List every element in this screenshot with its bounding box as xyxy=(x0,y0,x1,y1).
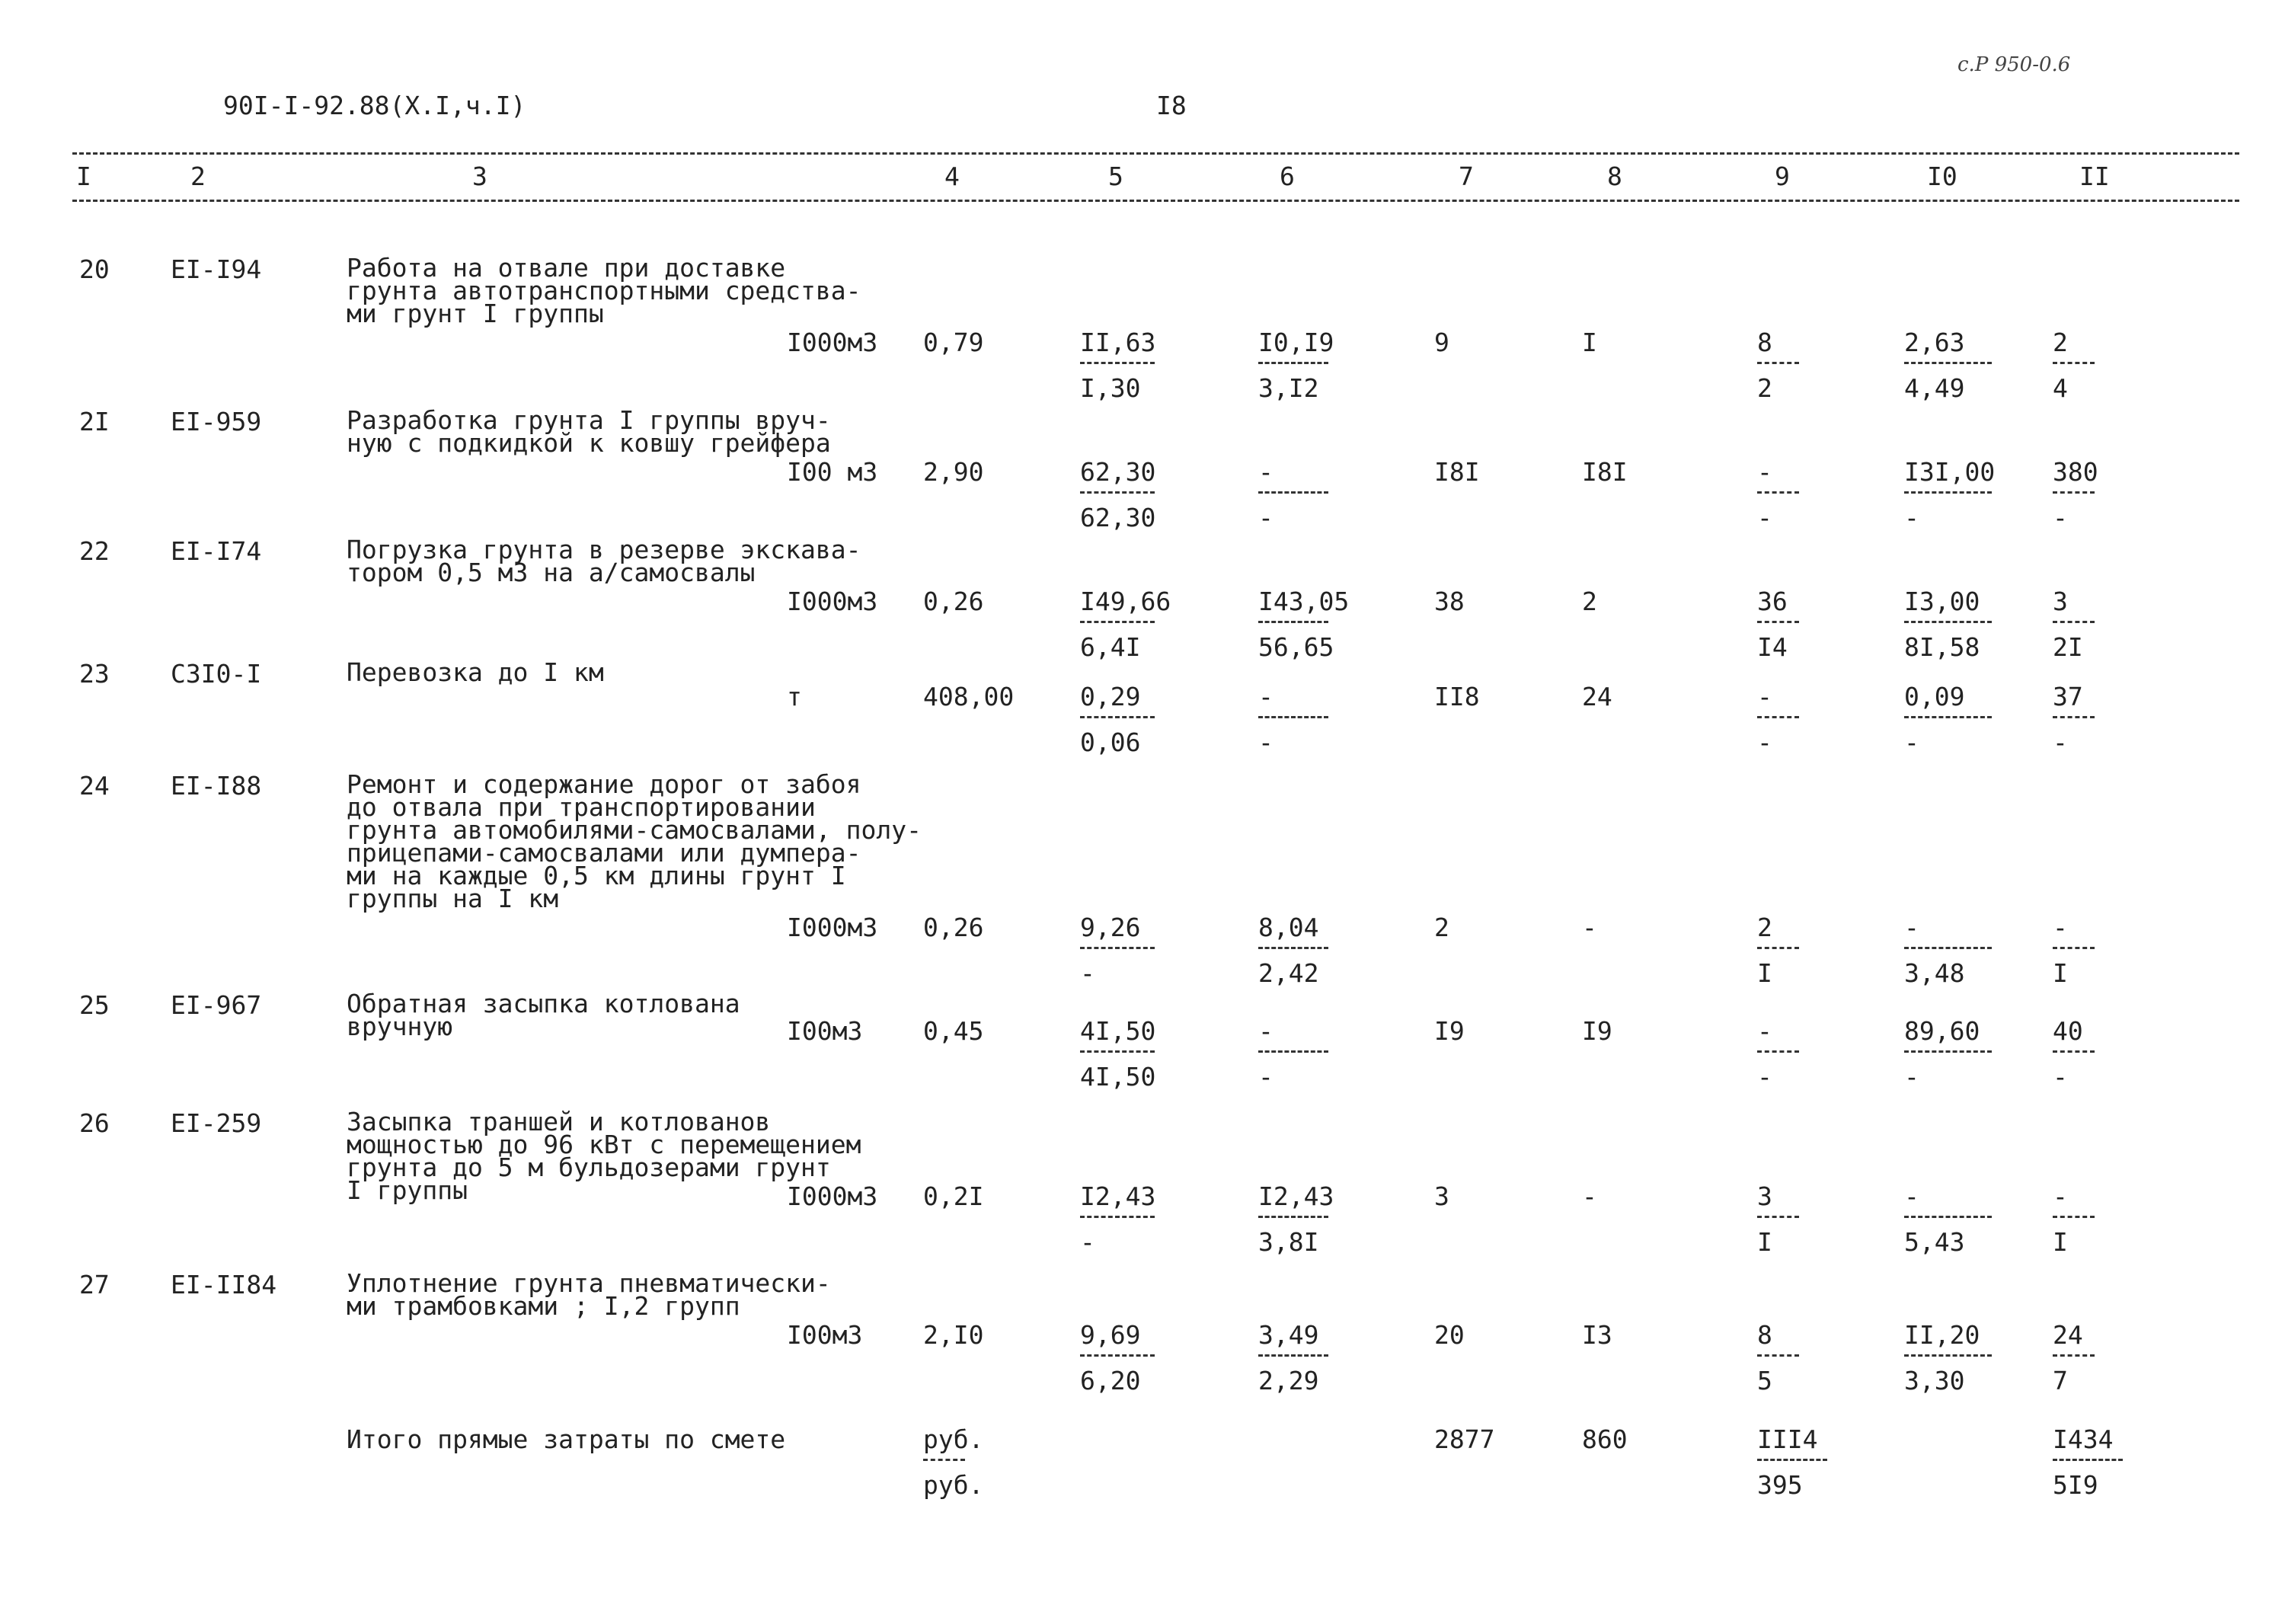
total-cost: 3 xyxy=(1434,1181,1449,1211)
labor-cost-unit-numerator: - xyxy=(1904,1181,1919,1211)
unit-machine-cost-fraction-bar xyxy=(1258,947,1328,949)
labor-cost-unit-fraction-bar xyxy=(1904,1050,1992,1053)
labor-cost-total-numerator: 37 xyxy=(2053,682,2083,711)
unit-machine-cost-fraction-bar xyxy=(1258,621,1328,623)
labor-cost-total-numerator: 2 xyxy=(2053,328,2068,357)
work-description: Погрузка грунта в резерве экскава- тором 0,5 м3 на а/самосвалы xyxy=(347,535,861,587)
unit-cost-denominator: 62,30 xyxy=(1080,503,1156,532)
labor-cost-total-numerator: - xyxy=(2053,913,2068,942)
row-number: 26 xyxy=(79,1108,110,1138)
total-label: Итого прямые затраты по смете xyxy=(347,1424,786,1454)
labor-cost-total-denominator: 2I xyxy=(2053,632,2083,662)
total-machine-cost-numerator: 8 xyxy=(1757,328,1772,357)
total-cost: 20 xyxy=(1434,1320,1465,1350)
column-header-11: II xyxy=(2079,161,2110,191)
unit-cost-denominator: 6,20 xyxy=(1080,1366,1141,1395)
total-machine-cost-fraction-bar xyxy=(1757,621,1799,623)
unit-of-measure: I000м3 xyxy=(787,1181,878,1211)
unit-machine-cost-denominator: 3,I2 xyxy=(1258,373,1319,403)
unit-cost-numerator: I2,43 xyxy=(1080,1181,1156,1211)
work-description: Засыпка траншей и котлованов мощностью до 96 кВт с перемещением грунта до 5 м бульдозерами грунт I группы xyxy=(347,1107,861,1205)
total-wages: I9 xyxy=(1582,1016,1612,1046)
quantity: 0,26 xyxy=(923,913,984,942)
labor-cost-total-fraction-bar xyxy=(2053,491,2095,494)
total-cost: II8 xyxy=(1434,682,1480,711)
labor-cost-unit-numerator: 0,09 xyxy=(1904,682,1965,711)
total-machine-cost-fraction-bar xyxy=(1757,716,1799,718)
total-labor-sum-numerator: I434 xyxy=(2053,1424,2114,1454)
labor-cost-unit-denominator: - xyxy=(1904,1062,1919,1092)
row-number: 2I xyxy=(79,407,110,436)
total-machine-cost-fraction-bar xyxy=(1757,491,1799,494)
unit-of-measure: I000м3 xyxy=(787,913,878,942)
total-wages: - xyxy=(1582,1181,1597,1211)
labor-cost-total-numerator: 40 xyxy=(2053,1016,2083,1046)
unit-machine-cost-fraction-bar xyxy=(1258,1050,1328,1053)
header-rule-bottom xyxy=(72,200,2239,202)
unit-machine-cost-numerator: 8,04 xyxy=(1258,913,1319,942)
column-header-1: I xyxy=(76,161,91,191)
total-machine-cost-numerator: - xyxy=(1757,457,1772,487)
total-machine-cost-numerator: - xyxy=(1757,1016,1772,1046)
total-cost: I9 xyxy=(1434,1016,1465,1046)
total-machine-cost-denominator: - xyxy=(1757,503,1772,532)
total-machine-cost-denominator: - xyxy=(1757,727,1772,757)
total-cost: 2 xyxy=(1434,913,1449,942)
total-machine-cost-fraction-bar xyxy=(1757,1050,1799,1053)
unit-cost-fraction-bar xyxy=(1080,1216,1155,1218)
column-header-3: 3 xyxy=(472,161,487,191)
total-machine-cost-denominator: 5 xyxy=(1757,1366,1772,1395)
total-machine-cost-fraction-bar xyxy=(1757,362,1799,364)
unit-cost-numerator: I49,66 xyxy=(1080,587,1171,616)
total-machine-cost-numerator: 36 xyxy=(1757,587,1788,616)
total-wages: I3 xyxy=(1582,1320,1612,1350)
work-description: Ремонт и содержание дорог от забоя до отвала при транспортировании грунта автомобилями-самосвалами, полу- прицепами-самосвалами или думпера- ми на каждые 0,5 км длины грунт I группы на I км xyxy=(347,769,922,913)
total-wages: I8I xyxy=(1582,457,1628,487)
labor-cost-unit-numerator: - xyxy=(1904,913,1919,942)
unit-cost-fraction-bar xyxy=(1080,491,1155,494)
total-machine-cost-denominator: I xyxy=(1757,958,1772,988)
labor-cost-total-fraction-bar xyxy=(2053,621,2095,623)
total-machine-sum-denominator: 395 xyxy=(1757,1470,1803,1500)
labor-cost-unit-denominator: 3,30 xyxy=(1904,1366,1965,1395)
total-machine-sum-numerator: III4 xyxy=(1757,1424,1818,1454)
rate-code: C3I0-I xyxy=(171,659,262,689)
quantity: 0,26 xyxy=(923,587,984,616)
total-wages: I xyxy=(1582,328,1597,357)
unit-cost-fraction-bar xyxy=(1080,621,1155,623)
total-machine-cost-fraction-bar xyxy=(1757,947,1799,949)
document-code: 90I-I-92.88(X.I,ч.I) xyxy=(223,91,526,120)
quantity: 0,2I xyxy=(923,1181,984,1211)
unit-cost-denominator: 4I,50 xyxy=(1080,1062,1156,1092)
unit-machine-cost-fraction-bar xyxy=(1258,491,1328,494)
labor-cost-total-fraction-bar xyxy=(2053,1050,2095,1053)
labor-cost-total-numerator: 24 xyxy=(2053,1320,2083,1350)
labor-cost-total-denominator: I xyxy=(2053,1227,2068,1257)
row-number: 23 xyxy=(79,659,110,689)
labor-cost-unit-numerator: 2,63 xyxy=(1904,328,1965,357)
unit-machine-cost-denominator: - xyxy=(1258,1062,1274,1092)
unit-of-measure: I000м3 xyxy=(787,587,878,616)
row-number: 25 xyxy=(79,990,110,1020)
total-cost: 38 xyxy=(1434,587,1465,616)
unit-machine-cost-fraction-bar xyxy=(1258,716,1328,718)
row-number: 24 xyxy=(79,771,110,801)
total-wages: 2 xyxy=(1582,587,1597,616)
unit-machine-cost-numerator: - xyxy=(1258,682,1274,711)
rate-code: EI-959 xyxy=(171,407,262,436)
total-machine-cost-denominator: I4 xyxy=(1757,632,1788,662)
column-header-10: I0 xyxy=(1927,161,1957,191)
labor-cost-unit-fraction-bar xyxy=(1904,491,1992,494)
unit-cost-numerator: 4I,50 xyxy=(1080,1016,1156,1046)
unit-cost-fraction-bar xyxy=(1080,1354,1155,1357)
column-header-4: 4 xyxy=(944,161,960,191)
total-machine-cost-numerator: 3 xyxy=(1757,1181,1772,1211)
total-unit-denominator: руб. xyxy=(923,1470,984,1500)
total-unit-numerator: руб. xyxy=(923,1424,984,1454)
total-cost: I8I xyxy=(1434,457,1480,487)
total-machine-cost-denominator: I xyxy=(1757,1227,1772,1257)
work-description: Обратная засыпка котлована вручную xyxy=(347,989,740,1041)
labor-cost-total-denominator: - xyxy=(2053,727,2068,757)
labor-cost-unit-denominator: 3,48 xyxy=(1904,958,1965,988)
quantity: 408,00 xyxy=(923,682,1015,711)
work-description: Работа на отвале при доставке грунта автотранспортными средства- ми грунт I группы xyxy=(347,253,861,328)
unit-machine-cost-fraction-bar xyxy=(1258,1354,1328,1357)
unit-machine-cost-fraction-bar xyxy=(1258,1216,1328,1218)
total-labor-sum-denominator: 5I9 xyxy=(2053,1470,2098,1500)
unit-machine-cost-numerator: - xyxy=(1258,1016,1274,1046)
rate-code: EI-I74 xyxy=(171,536,262,566)
labor-cost-unit-denominator: 8I,58 xyxy=(1904,632,1980,662)
unit-machine-cost-denominator: 56,65 xyxy=(1258,632,1334,662)
labor-cost-total-numerator: 3 xyxy=(2053,587,2068,616)
column-header-9: 9 xyxy=(1775,161,1790,191)
unit-cost-numerator: 9,26 xyxy=(1080,913,1141,942)
unit-cost-numerator: 0,29 xyxy=(1080,682,1141,711)
labor-cost-unit-numerator: 89,60 xyxy=(1904,1016,1980,1046)
quantity: 0,79 xyxy=(923,328,984,357)
labor-cost-unit-denominator: 4,49 xyxy=(1904,373,1965,403)
labor-cost-unit-fraction-bar xyxy=(1904,621,1992,623)
column-header-6: 6 xyxy=(1280,161,1295,191)
labor-cost-unit-fraction-bar xyxy=(1904,362,1992,364)
total-machine-cost-numerator: 2 xyxy=(1757,913,1772,942)
column-header-2: 2 xyxy=(190,161,206,191)
total-machine-cost-numerator: 8 xyxy=(1757,1320,1772,1350)
unit-of-measure: I000м3 xyxy=(787,328,878,357)
row-number: 22 xyxy=(79,536,110,566)
column-header-7: 7 xyxy=(1459,161,1474,191)
unit-of-measure: I00м3 xyxy=(787,1320,863,1350)
page-number: I8 xyxy=(1156,91,1187,120)
labor-cost-unit-denominator: - xyxy=(1904,727,1919,757)
labor-cost-total-denominator: - xyxy=(2053,1062,2068,1092)
row-number: 27 xyxy=(79,1270,110,1300)
total-wages-sum: 860 xyxy=(1582,1424,1628,1454)
rate-code: EI-259 xyxy=(171,1108,262,1138)
labor-cost-total-numerator: 380 xyxy=(2053,457,2098,487)
total-machine-cost-denominator: - xyxy=(1757,1062,1772,1092)
unit-machine-cost-denominator: 2,42 xyxy=(1258,958,1319,988)
unit-machine-cost-denominator: 3,8I xyxy=(1258,1227,1319,1257)
labor-cost-total-denominator: I xyxy=(2053,958,2068,988)
labor-cost-total-denominator: 7 xyxy=(2053,1366,2068,1395)
labor-cost-unit-denominator: - xyxy=(1904,503,1919,532)
row-number: 20 xyxy=(79,254,110,284)
total-machine-cost-numerator: - xyxy=(1757,682,1772,711)
total-machine-sum-fraction-bar xyxy=(1757,1459,1827,1461)
unit-of-measure: I00 м3 xyxy=(787,457,878,487)
header-rule-top xyxy=(72,152,2239,155)
unit-cost-numerator: II,63 xyxy=(1080,328,1156,357)
unit-cost-denominator: I,30 xyxy=(1080,373,1141,403)
rate-code: EI-I88 xyxy=(171,771,262,801)
labor-cost-total-fraction-bar xyxy=(2053,1354,2095,1357)
work-description: Уплотнение грунта пневматически- ми трамбовками ; I,2 групп xyxy=(347,1268,831,1321)
labor-cost-unit-numerator: II,20 xyxy=(1904,1320,1980,1350)
quantity: 2,90 xyxy=(923,457,984,487)
unit-machine-cost-numerator: 3,49 xyxy=(1258,1320,1319,1350)
labor-cost-unit-fraction-bar xyxy=(1904,947,1992,949)
column-header-5: 5 xyxy=(1108,161,1123,191)
labor-cost-unit-numerator: I3,00 xyxy=(1904,587,1980,616)
work-description: Перевозка до I км xyxy=(347,657,604,687)
unit-machine-cost-numerator: I2,43 xyxy=(1258,1181,1334,1211)
total-machine-cost-fraction-bar xyxy=(1757,1216,1799,1218)
unit-cost-fraction-bar xyxy=(1080,947,1155,949)
unit-cost-numerator: 62,30 xyxy=(1080,457,1156,487)
unit-cost-fraction-bar xyxy=(1080,362,1155,364)
total-wages: 24 xyxy=(1582,682,1612,711)
unit-cost-denominator: 6,4I xyxy=(1080,632,1141,662)
labor-cost-unit-numerator: I3I,00 xyxy=(1904,457,1996,487)
unit-machine-cost-denominator: 2,29 xyxy=(1258,1366,1319,1395)
total-wages: - xyxy=(1582,913,1597,942)
labor-cost-unit-fraction-bar xyxy=(1904,1216,1992,1218)
unit-cost-denominator: 0,06 xyxy=(1080,727,1141,757)
labor-cost-total-denominator: 4 xyxy=(2053,373,2068,403)
unit-cost-denominator: - xyxy=(1080,958,1095,988)
total-machine-cost-fraction-bar xyxy=(1757,1354,1799,1357)
unit-machine-cost-numerator: - xyxy=(1258,457,1274,487)
archive-stamp: с.Р 950-0.6 xyxy=(1957,53,2071,76)
quantity: 2,I0 xyxy=(923,1320,984,1350)
rate-code: EI-II84 xyxy=(171,1270,277,1300)
total-labor-sum-fraction-bar xyxy=(2053,1459,2123,1461)
unit-of-measure: I00м3 xyxy=(787,1016,863,1046)
unit-cost-fraction-bar xyxy=(1080,1050,1155,1053)
rate-code: EI-I94 xyxy=(171,254,262,284)
labor-cost-total-denominator: - xyxy=(2053,503,2068,532)
unit-machine-cost-numerator: I43,05 xyxy=(1258,587,1350,616)
unit-machine-cost-denominator: - xyxy=(1258,503,1274,532)
unit-machine-cost-denominator: - xyxy=(1258,727,1274,757)
total-unit-fraction-bar xyxy=(923,1459,965,1461)
unit-cost-numerator: 9,69 xyxy=(1080,1320,1141,1350)
labor-cost-total-fraction-bar xyxy=(2053,947,2095,949)
labor-cost-total-fraction-bar xyxy=(2053,716,2095,718)
labor-cost-total-fraction-bar xyxy=(2053,362,2095,364)
labor-cost-unit-fraction-bar xyxy=(1904,716,1992,718)
column-header-8: 8 xyxy=(1607,161,1622,191)
total-cost: 9 xyxy=(1434,328,1449,357)
quantity: 0,45 xyxy=(923,1016,984,1046)
labor-cost-total-fraction-bar xyxy=(2053,1216,2095,1218)
unit-cost-denominator: - xyxy=(1080,1227,1095,1257)
unit-of-measure: т xyxy=(787,682,802,711)
rate-code: EI-967 xyxy=(171,990,262,1020)
labor-cost-total-numerator: - xyxy=(2053,1181,2068,1211)
labor-cost-unit-denominator: 5,43 xyxy=(1904,1227,1965,1257)
labor-cost-unit-fraction-bar xyxy=(1904,1354,1992,1357)
unit-machine-cost-fraction-bar xyxy=(1258,362,1328,364)
unit-machine-cost-numerator: I0,I9 xyxy=(1258,328,1334,357)
total-cost-sum: 2877 xyxy=(1434,1424,1495,1454)
work-description: Разработка грунта I группы вруч- ную с подкидкой к ковшу грейфера xyxy=(347,405,831,458)
total-machine-cost-denominator: 2 xyxy=(1757,373,1772,403)
unit-cost-fraction-bar xyxy=(1080,716,1155,718)
